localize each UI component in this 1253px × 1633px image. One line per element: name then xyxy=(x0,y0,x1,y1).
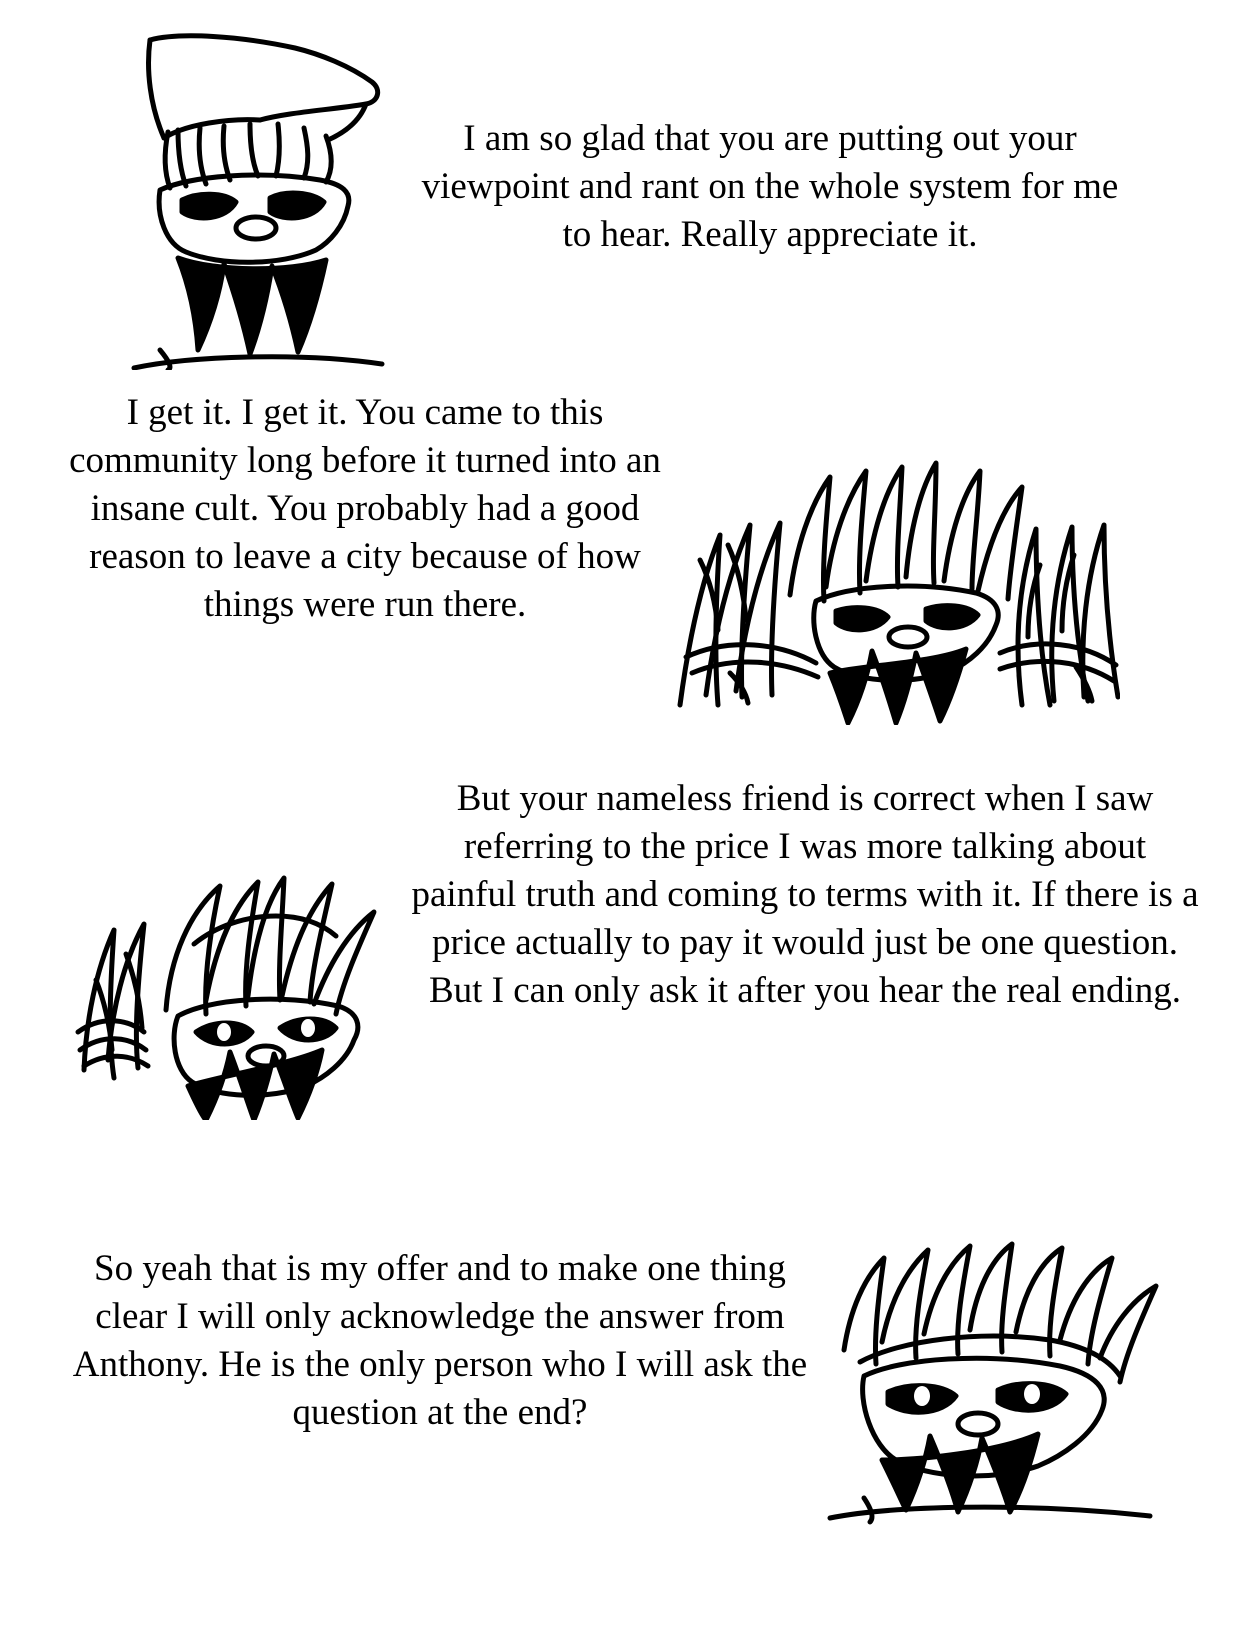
panel-2-text-container xyxy=(60,385,670,629)
panel-4-dialogue: So yeah that is my offer and to make one thing clear I will only acknowledge the answer from Anthony. He is the only person who I will ask the question at the end? xyxy=(72,1248,808,1434)
monster-with-feather-crest-icon xyxy=(70,820,400,1120)
panel-4-text-container xyxy=(60,1230,820,1437)
panel-3-art-container xyxy=(70,775,410,1120)
panel-3-text-container xyxy=(410,775,1200,1015)
panel-4-art-container xyxy=(820,1230,1220,1530)
comic-panel-3 xyxy=(70,775,1200,1120)
panel-1-text-container xyxy=(420,20,1120,259)
monster-peeking-through-grass-icon xyxy=(670,405,1120,725)
panel-1-art-container xyxy=(120,20,420,370)
monster-with-tall-crown-hat-icon xyxy=(120,20,420,370)
comic-panel-1 xyxy=(120,20,1130,370)
panel-2-art-container xyxy=(670,385,1140,725)
panel-1-dialogue: I am so glad that you are putting out your viewpoint and rant on the whole system for me to hear. Really appreciate it. xyxy=(421,118,1119,256)
monster-with-spiky-crown-icon xyxy=(820,1230,1210,1530)
panel-3-dialogue: But your nameless friend is correct when I saw referring to the price I was more talking about painful truth and coming to terms with it. If there is a price actually to pay it would just be one question. But I can only ask it after you hear the real ending. xyxy=(411,778,1199,1012)
comic-panel-4 xyxy=(60,1230,1220,1530)
panel-2-dialogue: I get it. I get it. You came to this community long before it turned into an insane cult. You probably had a good reason to leave a city because of how things were run there. xyxy=(69,392,661,626)
comic-panel-2 xyxy=(60,385,1200,725)
